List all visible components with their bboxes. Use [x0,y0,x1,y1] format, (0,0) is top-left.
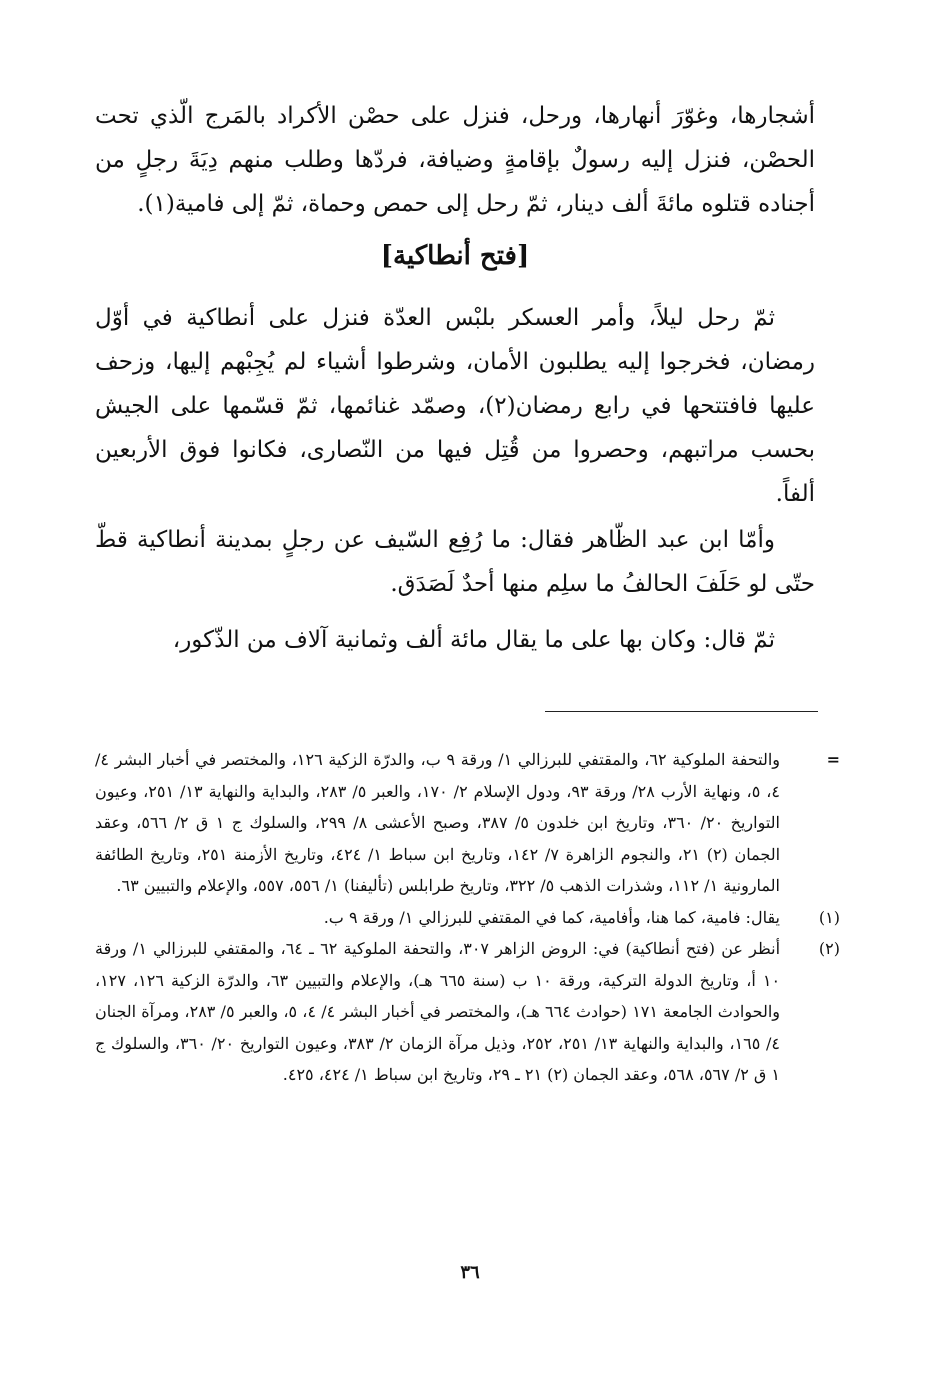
page-number: ٣٦ [460,1262,480,1283]
body-paragraph-3: وأمّا ابن عبد الظّاهر فقال: ما رُفِع السّيف عن رجلٍ بمدينة أنطاكية قطّ حتّى لو حَلَفَ الحالفُ ما سلِم منها أحدٌ لَصَدَق. [95,527,815,597]
footnote-1-marker: (١) [818,907,840,927]
footnotes [95,744,840,1091]
section-heading: [فتح أنطاكية] [380,241,530,271]
footnote-2 [95,933,840,1091]
footnote-1-text: يقال: فامية، كما هنا، وأفامية، كما في المقتفي للبرزالي ١/ ورقة ٩ ب. [323,907,780,927]
footnote-divider [545,711,818,712]
body-paragraph-4: ثمّ قال: وكان بها على ما يقال مائة ألف وثمانية آلاف من الذّكور، [172,627,775,653]
footnote-continuation [95,744,840,902]
footnote-1 [95,902,840,934]
footnote-2-marker: (٢) [818,939,840,958]
body-paragraph-1: أشجارها، وغوّرَ أنهارها، ورحل، فنزل على حصْن الأكراد بالمَرج الّذي تحت الحصْن، فنزل إليه رسولٌ بإقامةٍ وضيافة، فردّها وطلب منهم دِيَةَ رجلٍ من أجناده قتلوه مائةَ ألف دينار، ثمّ رحل إلى حمص وحماة، ثمّ إلى فامية(١). [95,103,815,217]
body-paragraph-2: ثمّ رحل ليلاً، وأمر العسكر بلبْس العدّة فنزل على أنطاكية في أوّل رمضان، فخرجوا إليه يطلبون الأمان، وشرطوا أشياء لم يُجِبْهم إليها، وزحف عليها فافتتحها في رابع رمضان(٢)، وصمّد غنائمها، ثمّ قسّمها على الجيش بحسب مراتبهم، وحصروا من قُتِل فيها من النّصارى، فكانوا فوق الأربعين ألفاً. [95,305,816,507]
footnote-continuation-marker: = [826,750,840,769]
footnote-2-text: أنظر عن (فتح أنطاكية) في: الروض الزاهر ٣٠٧، والتحفة الملوكية ٦٢ ـ ٦٤، والمقتفي للبرزالي ١/ ورقة ١٠ أ، وتاريخ الدولة التركية، ورقة ١٠ ب (سنة ٦٦٥ هـ)، والإعلام والتبيين ٦٣، والدرّة الزكية ١٢٦، ١٢٧، والحوادث الجامعة ١٧١ (حوادث ٦٦٤ هـ)، والمختصر في أخبار البشر ٤/ ٤، ٥، والعبر ٥/ ٢٨٣، ومرآة الجنان ٤/ ١٦٥، والبداية والنهاية ١٣/ ٢٥١، ٢٥٢، وذيل مرآة الزمان ٢/ ٣٨٣، وعيون التواريخ ٢٠/ ٣٦٠، والسلوك ج ١ ق ٢/ ٥٦٧، ٥٦٨، وعقد الجمان (٢) ٢١ ـ ٢٩، وتاريخ ابن سباط ١/ ٤٢٤، ٤٢٥. [95,939,781,1084]
footnote-continuation-text: والتحفة الملوكية ٦٢، والمقتفي للبرزالي ١/ ورقة ٩ ب، والدرّة الزكية ١٢٦، والمختصر في أخبار البشر ٤/ ٤، ٥، ونهاية الأرب ٢٨/ ورقة ٩٣، ودول الإسلام ٢/ ١٧٠، والعبر ٥/ ٢٨٣، والبداية والنهاية ١٣/ ٢٥١، وعيون التواريخ ٢٠/ ٣٦٠، وتاريخ ابن خلدون ٥/ ٣٨٧، وصبح الأعشى ٨/ ٢٩٩، والسلوك ج ١ ق ٢/ ٥٦٦، وعقد الجمان (٢) ٢١، والنجوم الزاهرة ٧/ ١٤٢، وتاريخ ابن سباط ١/ ٤٢٤، وتاريخ الأزمنة ٢٥١، وتاريخ الطائفة المارونية ١/ ١١٢، وشذرات الذهب ٥/ ٣٢٢، وتاريخ طرابلس (تأليفنا) ١/ ٥٥٦، ٥٥٧، والإعلام والتبيين ٦٣. [95,750,781,895]
